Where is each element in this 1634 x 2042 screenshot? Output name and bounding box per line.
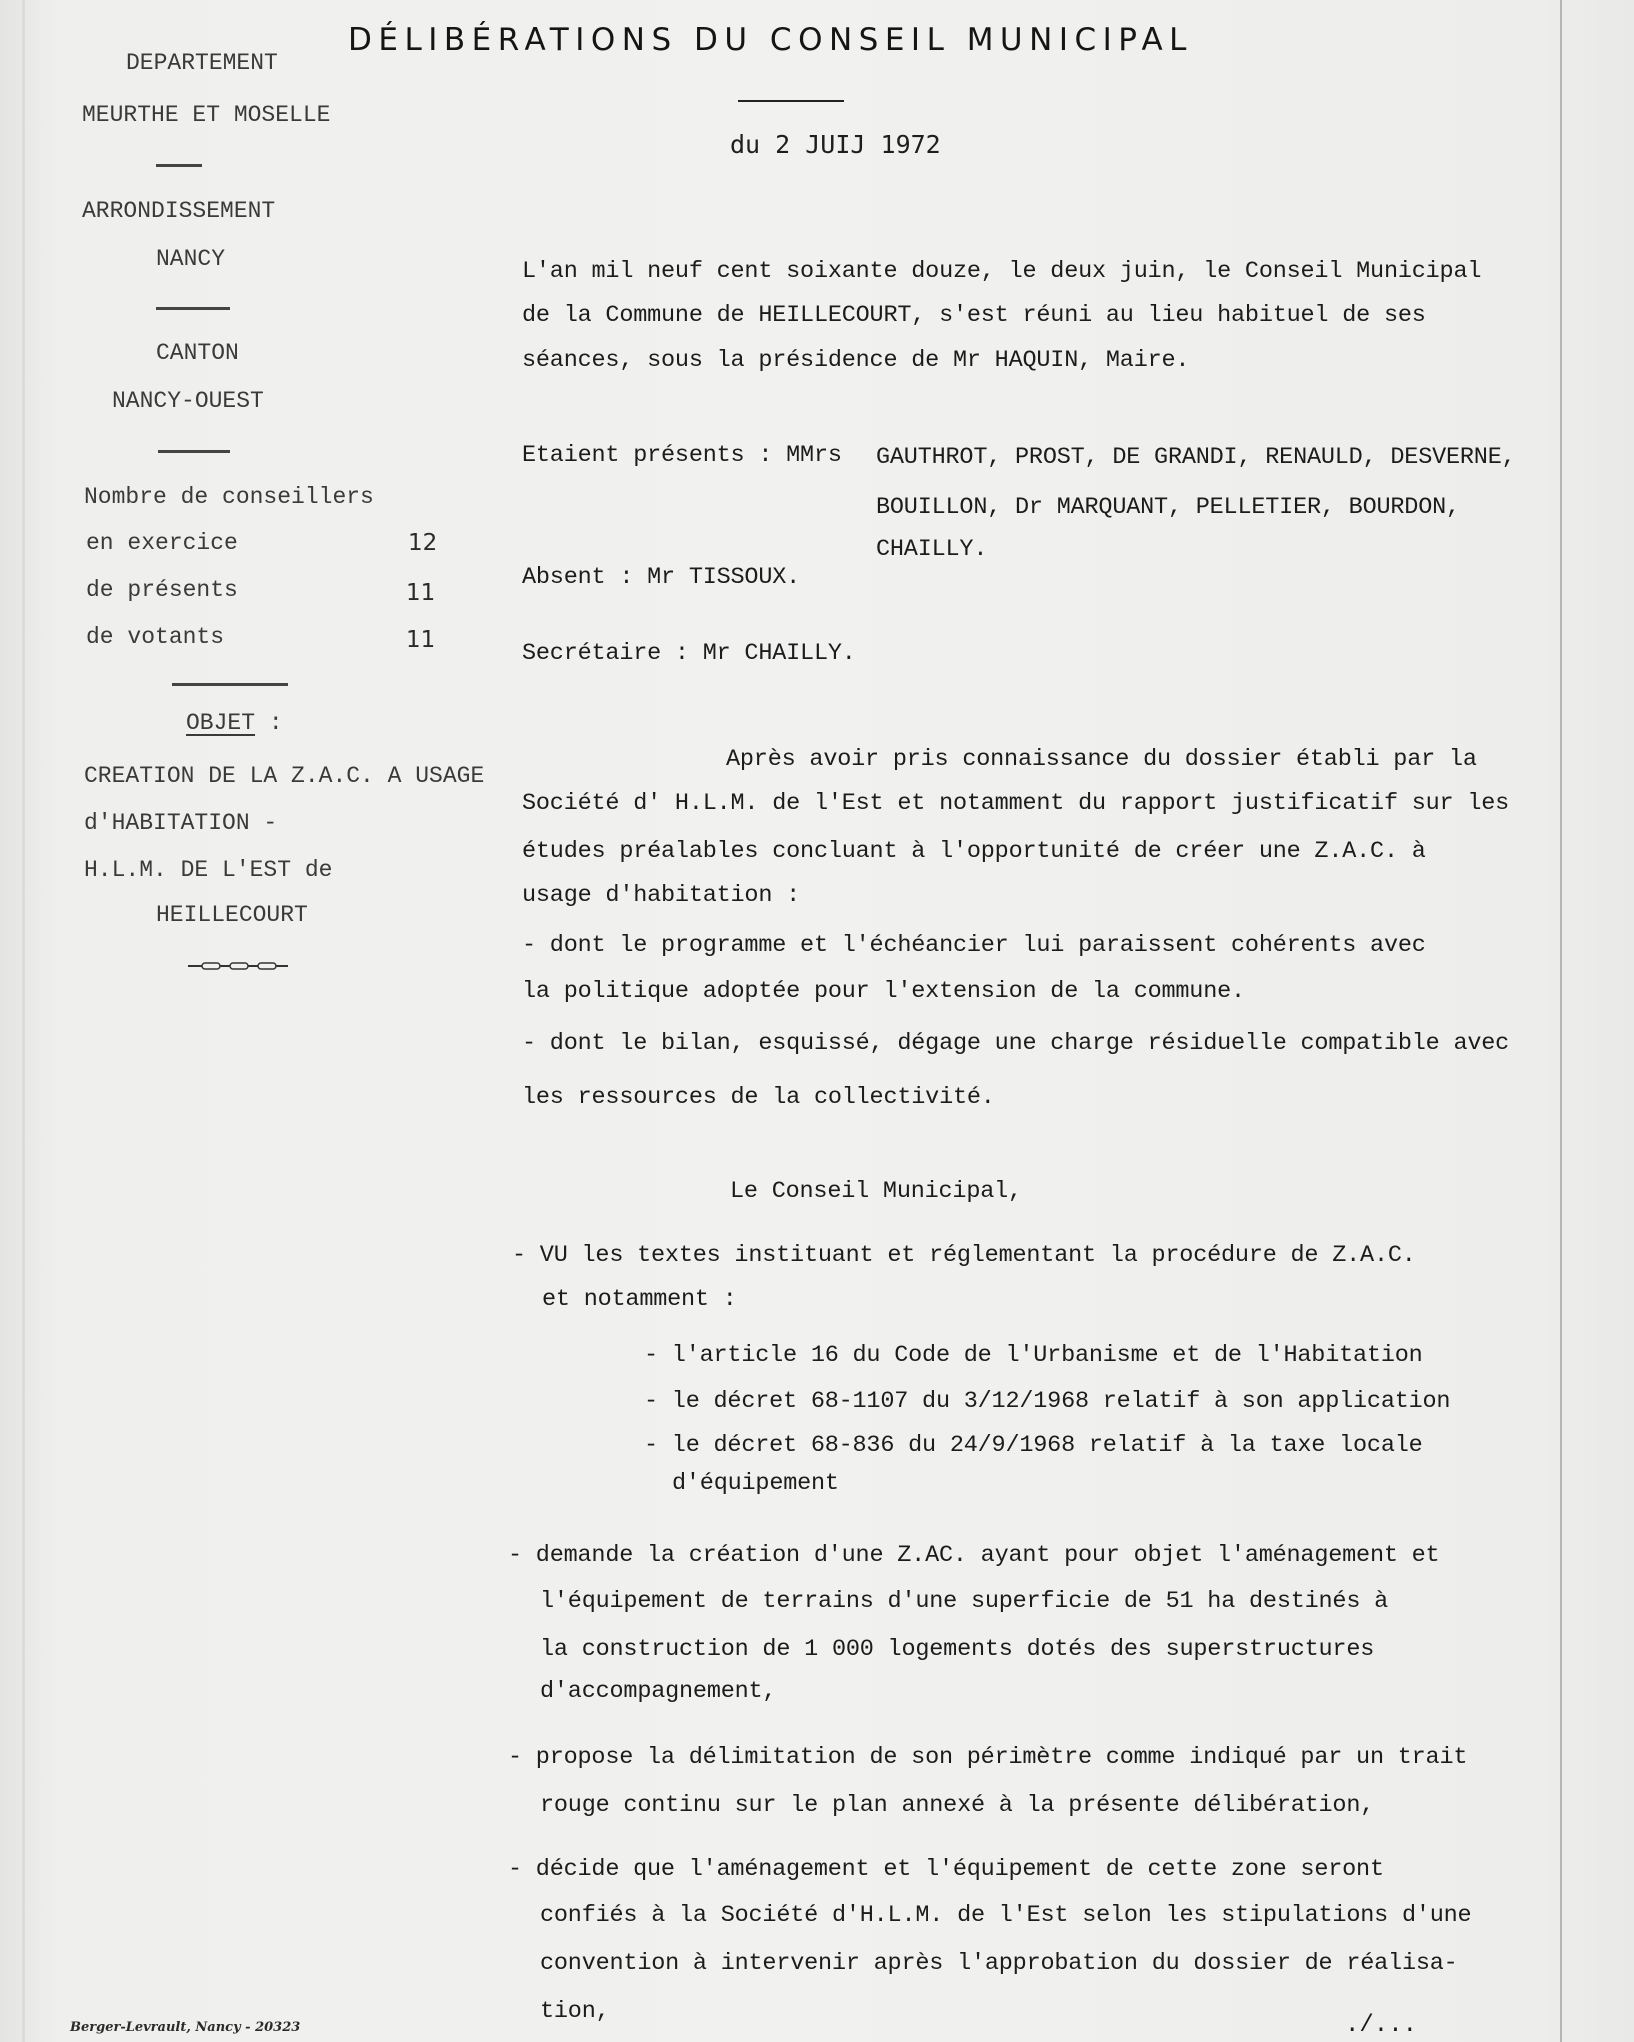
preamble-line: Société d' H.L.M. de l'Est et notamment du rapport justificatif sur les — [522, 790, 1510, 817]
canton-value: NANCY-OUEST — [112, 388, 264, 414]
title-divider — [738, 100, 844, 102]
propose-line: rouge continu sur le plan annexé à la présente délibération, — [540, 1792, 1375, 1819]
divider — [172, 683, 288, 686]
decide-line: tion, — [540, 1998, 610, 2025]
objet-line: H.L.M. DE L'EST de — [84, 857, 333, 883]
demande-line: l'équipement de terrains d'une superficie de 51 ha destinés à — [540, 1588, 1389, 1615]
secretaire-line: Secrétaire : Mr CHAILLY. — [522, 640, 856, 667]
preamble-line: études préalables concluant à l'opportunité de créer une Z.A.C. à — [522, 838, 1426, 865]
arrondissement-value: NANCY — [156, 246, 226, 272]
council-heading: Le Conseil Municipal, — [730, 1178, 1022, 1205]
chain-divider-ornament — [188, 962, 288, 970]
decide-line: convention à intervenir après l'approbation du dossier de réalisa- — [540, 1950, 1458, 1977]
decide-line: confiés à la Société d'H.L.M. de l'Est selon les stipulations d'une — [540, 1902, 1472, 1929]
objet-line: HEILLECOURT — [156, 902, 308, 928]
count-label: de présents — [86, 577, 238, 603]
presents-names: BOUILLON, Dr MARQUANT, PELLETIER, BOURDON, — [876, 494, 1460, 521]
divider — [156, 307, 230, 310]
absent-line: Absent : Mr TISSOUX. — [522, 564, 801, 591]
presents-names: CHAILLY. — [876, 536, 988, 563]
reference-line: d'équipement — [672, 1470, 839, 1497]
preamble-line: usage d'habitation : — [522, 882, 801, 909]
divider — [158, 450, 230, 453]
presents-label: Etaient présents : MMrs — [522, 442, 842, 469]
demande-line: - demande la création d'une Z.AC. ayant pour objet l'aménagement et — [508, 1542, 1440, 1569]
reference-line: - l'article 16 du Code de l'Urbanisme et de l'Habitation — [644, 1342, 1423, 1369]
document-title: DÉLIBÉRATIONS DU CONSEIL MUNICIPAL — [348, 22, 1193, 58]
decide-line: - décide que l'aménagement et l'équipement de cette zone seront — [508, 1856, 1384, 1883]
preamble-line: les ressources de la collectivité. — [522, 1084, 995, 1111]
propose-line: - propose la délimitation de son périmètre comme indiqué par un trait — [508, 1744, 1468, 1771]
objet-label: OBJET — [186, 710, 256, 736]
demande-line: d'accompagnement, — [540, 1678, 777, 1705]
continuation-mark: ./... — [1345, 2012, 1418, 2039]
count-value: 12 — [408, 530, 438, 556]
meeting-date: du 2 JUIJ 1972 — [730, 130, 941, 159]
count-label: en exercice — [86, 530, 238, 556]
divider — [156, 164, 202, 167]
intro-line: L'an mil neuf cent soixante douze, le deux juin, le Conseil Municipal — [522, 258, 1482, 285]
vu-line: - VU les textes instituant et réglementant la procédure de Z.A.C. — [512, 1242, 1416, 1269]
count-label: de votants — [86, 624, 225, 650]
preamble-line: Après avoir pris connaissance du dossier établi par la — [726, 746, 1477, 773]
reference-line: - le décret 68-836 du 24/9/1968 relatif à la taxe locale — [644, 1432, 1423, 1459]
reference-line: - le décret 68-1107 du 3/12/1968 relatif à son application — [644, 1388, 1451, 1415]
preamble-line: la politique adoptée pour l'extension de la commune. — [522, 978, 1245, 1005]
count-value: 11 — [406, 580, 436, 606]
preamble-line: - dont le programme et l'échéancier lui paraissent cohérents avec — [522, 932, 1426, 959]
objet-line: CREATION DE LA Z.A.C. A USAGE — [84, 763, 485, 789]
objet-colon: : — [268, 710, 283, 736]
vu-line: et notamment : — [542, 1286, 737, 1313]
objet-line: d'HABITATION - — [84, 810, 278, 836]
intro-line: séances, sous la présidence de Mr HAQUIN, Maire. — [522, 347, 1190, 374]
count-value: 11 — [406, 627, 436, 653]
page-edge-shadow — [22, 0, 25, 2042]
objet-heading — [186, 710, 283, 736]
intro-line: de la Commune de HEILLECOURT, s'est réuni au lieu habituel de ses — [522, 302, 1426, 329]
conseillers-title: Nombre de conseillers — [84, 484, 374, 510]
arrondissement-label: ARRONDISSEMENT — [82, 198, 276, 224]
presents-names: GAUTHROT, PROST, DE GRANDI, RENAULD, DESVERNE, — [876, 444, 1516, 471]
demande-line: la construction de 1 000 logements dotés des superstructures — [540, 1636, 1375, 1663]
right-margin-line — [1560, 0, 1562, 2042]
preamble-line: - dont le bilan, esquissé, dégage une charge résiduelle compatible avec — [522, 1030, 1510, 1057]
departement-label: DEPARTEMENT — [126, 50, 278, 76]
departement-value: MEURTHE ET MOSELLE — [82, 102, 331, 128]
printer-imprint: Berger-Levrault, Nancy - 20323 — [70, 2020, 301, 2035]
canton-label: CANTON — [156, 340, 239, 366]
